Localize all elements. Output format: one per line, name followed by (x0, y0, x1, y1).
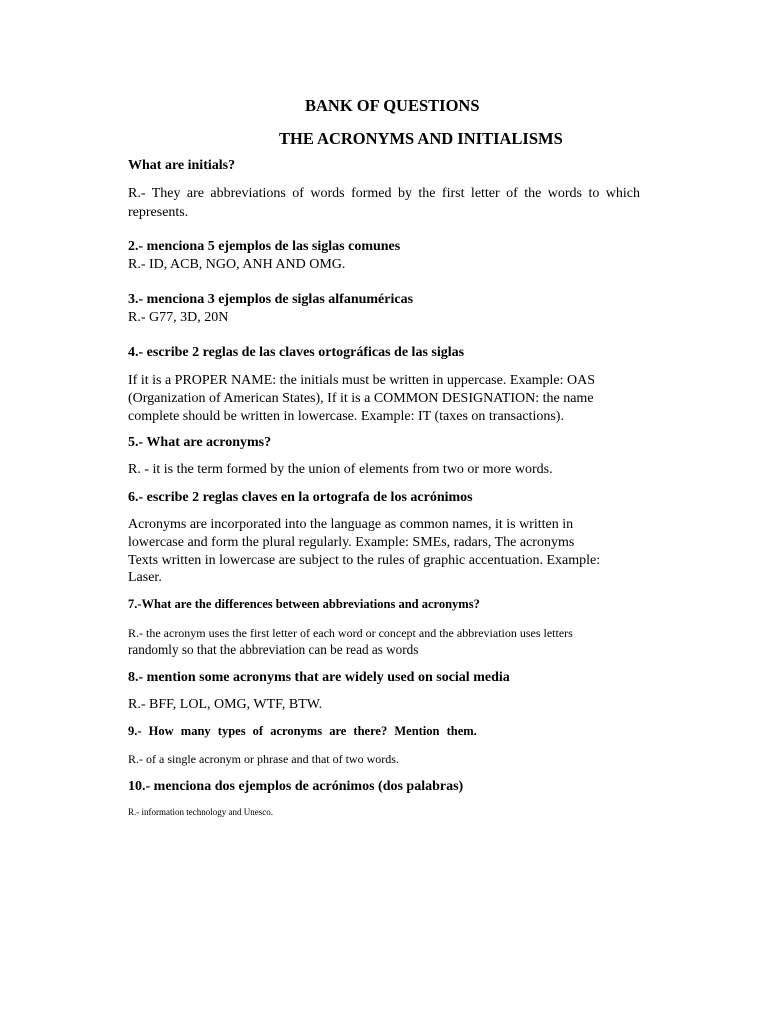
question-1: What are initials? (128, 158, 236, 173)
question-3: 3.- menciona 3 ejemplos de siglas alfanuméricas (128, 292, 414, 307)
answer-7-line-1: R.- the acronym uses the first letter of each word or concept and the abbreviation uses letters (128, 626, 573, 640)
document-subtitle: THE ACRONYMS AND INITIALISMS (279, 129, 563, 148)
question-9: 9.- How many types of acronyms are there? Mention them. (128, 724, 477, 738)
answer-3: R.- G77, 3D, 20N (128, 310, 229, 325)
answer-4-line-2: (Organization of American States), If it is a COMMON DESIGNATION: the name (128, 391, 594, 406)
question-8: 8.- mention some acronyms that are widely used on social media (128, 670, 510, 685)
answer-1-line-2: represents. (128, 205, 189, 220)
answer-4-line-1: If it is a PROPER NAME: the initials must be written in uppercase. Example: OAS (128, 373, 595, 388)
answer-1-line-1: R.- They are abbreviations of words formed by the first letter of the words to which (128, 186, 640, 201)
answer-10: R.- information technology and Unesco. (128, 807, 273, 817)
document-title: BANK OF QUESTIONS (305, 96, 480, 115)
question-5: 5.- What are acronyms? (128, 435, 272, 450)
answer-6-line-2: lowercase and form the plural regularly. Example: SMEs, radars, The acronyms (128, 535, 575, 550)
answer-4-line-3: complete should be written in lowercase. Example: IT (taxes on transactions). (128, 409, 564, 424)
question-10: 10.- menciona dos ejemplos de acrónimos (dos palabras) (128, 779, 464, 794)
answer-5: R. - it is the term formed by the union of elements from two or more words. (128, 462, 553, 477)
question-7: 7.-What are the differences between abbreviations and acronyms? (128, 597, 480, 611)
answer-7-line-2: randomly so that the abbreviation can be read as words (128, 642, 419, 657)
answer-2: R.- ID, ACB, NGO, ANH AND OMG. (128, 257, 346, 272)
answer-8: R.- BFF, LOL, OMG, WTF, BTW. (128, 697, 323, 712)
answer-9: R.- of a single acronym or phrase and that of two words. (128, 752, 399, 766)
answer-6-line-4: Laser. (128, 570, 162, 585)
answer-6-line-3: Texts written in lowercase are subject to the rules of graphic accentuation. Example: (128, 553, 601, 568)
answer-6-line-1: Acronyms are incorporated into the language as common names, it is written in (128, 517, 574, 532)
question-4: 4.- escribe 2 reglas de las claves ortográficas de las siglas (128, 345, 465, 360)
question-6: 6.- escribe 2 reglas claves en la ortografa de los acrónimos (128, 490, 473, 505)
question-2: 2.- menciona 5 ejemplos de las siglas comunes (128, 239, 401, 254)
